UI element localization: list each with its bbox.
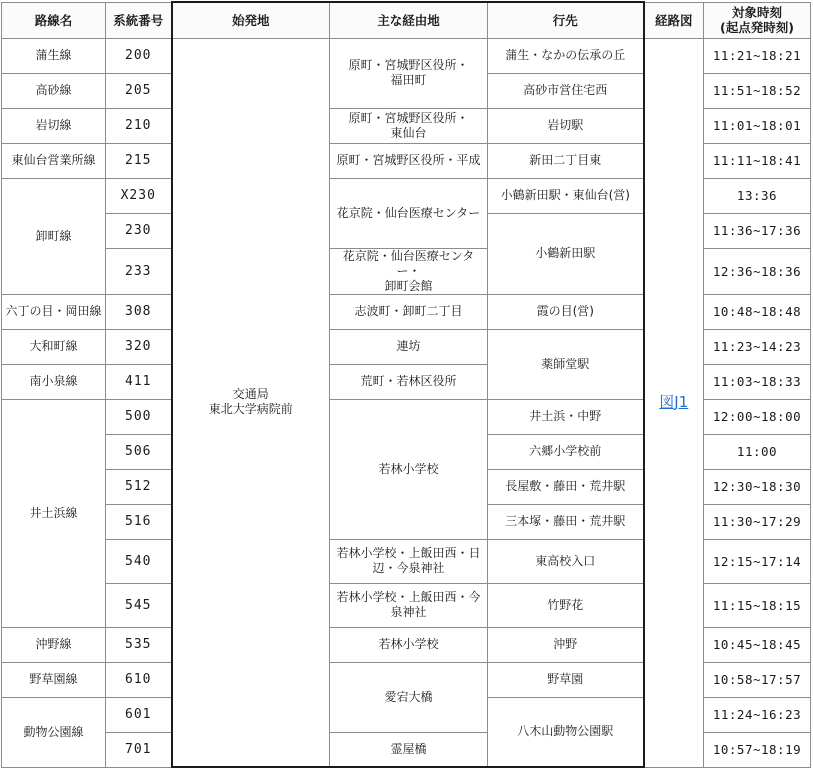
- route-number: 233: [106, 248, 172, 294]
- route-name: 井土浜線: [2, 399, 106, 627]
- time-cell: 11:15~18:15: [704, 583, 811, 627]
- destination-cell: 小鶴新田駅: [488, 213, 644, 294]
- via-cell: 連坊: [330, 329, 488, 364]
- time-cell: 10:45~18:45: [704, 627, 811, 662]
- route-name: 沖野線: [2, 627, 106, 662]
- route-number: 601: [106, 697, 172, 732]
- route-number: 512: [106, 469, 172, 504]
- destination-cell: 岩切駅: [488, 108, 644, 143]
- route-name: 高砂線: [2, 73, 106, 108]
- route-number: 230: [106, 213, 172, 248]
- time-cell: 11:01~18:01: [704, 108, 811, 143]
- time-cell: 11:21~18:21: [704, 38, 811, 73]
- via-cell: 愛宕大橋: [330, 662, 488, 732]
- table-row: [2, 38, 811, 73]
- route-number: 215: [106, 143, 172, 178]
- route-name: 南小泉線: [2, 364, 106, 399]
- time-cell: 11:36~17:36: [704, 213, 811, 248]
- route-number: 545: [106, 583, 172, 627]
- time-cell: 11:30~17:29: [704, 504, 811, 539]
- time-cell: 10:48~18:48: [704, 294, 811, 329]
- destination-cell: 蒲生・なかの伝承の丘: [488, 38, 644, 73]
- destination-cell: 長屋敷・藤田・荒井駅: [488, 469, 644, 504]
- via-cell: 若林小学校: [330, 399, 488, 539]
- route-number: 701: [106, 732, 172, 767]
- route-name: 動物公園線: [2, 697, 106, 767]
- time-cell: 10:57~18:19: [704, 732, 811, 767]
- route-number: 535: [106, 627, 172, 662]
- via-text: 原町・宮城野区役所・ 東仙台: [348, 110, 469, 140]
- header-route-name: 路線名: [2, 2, 106, 38]
- time-cell: 11:24~16:23: [704, 697, 811, 732]
- route-name: 六丁の目・岡田線: [2, 294, 106, 329]
- via-cell: 花京院・仙台医療センター: [330, 178, 488, 248]
- header-route-map: 経路図: [644, 2, 704, 38]
- route-name: 野草園線: [2, 662, 106, 697]
- time-cell: 12:36~18:36: [704, 248, 811, 294]
- route-number: X230: [106, 178, 172, 213]
- route-name: 東仙台営業所線: [2, 143, 106, 178]
- via-cell: 荒町・若林区役所: [330, 364, 488, 399]
- destination-cell: 東高校入口: [488, 539, 644, 583]
- route-name: 岩切線: [2, 108, 106, 143]
- header-time-line2: (起点発時刻): [720, 20, 794, 35]
- route-map-link[interactable]: 図J1: [659, 392, 689, 411]
- route-name: 卸町線: [2, 178, 106, 294]
- header-route-number: 系統番号: [106, 2, 172, 38]
- via-cell: [330, 539, 488, 583]
- destination-cell: 高砂市営住宅西: [488, 73, 644, 108]
- destination-cell: 六郷小学校前: [488, 434, 644, 469]
- via-text: 原町・宮城野区役所・ 福田町: [348, 58, 469, 87]
- route-number: 411: [106, 364, 172, 399]
- destination-cell: 小鶴新田駅・東仙台(営): [488, 178, 644, 213]
- destination-cell: 沖野: [488, 627, 644, 662]
- time-cell: 11:00: [704, 434, 811, 469]
- route-number: 610: [106, 662, 172, 697]
- header-via: 主な経由地: [330, 2, 488, 38]
- destination-cell: 野草園: [488, 662, 644, 697]
- time-cell: 12:00~18:00: [704, 399, 811, 434]
- via-cell: [330, 38, 488, 108]
- time-cell: 11:51~18:52: [704, 73, 811, 108]
- destination-cell: 薬師堂駅: [488, 329, 644, 399]
- time-cell: 13:36: [704, 178, 811, 213]
- route-name: 大和町線: [2, 329, 106, 364]
- via-cell: [330, 108, 488, 143]
- route-number: 200: [106, 38, 172, 73]
- header-row: [2, 2, 811, 38]
- destination-cell: 八木山動物公園駅: [488, 697, 644, 767]
- time-cell: 10:58~17:57: [704, 662, 811, 697]
- origin-text: 交通局 東北大学病院前: [208, 387, 293, 417]
- route-map-cell: [644, 38, 704, 767]
- route-number: 320: [106, 329, 172, 364]
- route-number: 540: [106, 539, 172, 583]
- via-text: 若林小学校・上飯田西・今 泉神社: [336, 590, 481, 619]
- route-number: 210: [106, 108, 172, 143]
- via-cell: 原町・宮城野区役所・平成: [330, 143, 488, 178]
- via-cell: [330, 583, 488, 627]
- bus-route-table: [1, 1, 811, 768]
- route-number: 205: [106, 73, 172, 108]
- via-cell: 若林小学校: [330, 627, 488, 662]
- via-text: 花京院・仙台医療センター・ 卸町会館: [342, 248, 475, 293]
- header-target-time: [704, 2, 811, 38]
- time-cell: 11:23~14:23: [704, 329, 811, 364]
- destination-cell: 霞の目(営): [488, 294, 644, 329]
- header-origin: 始発地: [172, 2, 330, 38]
- route-name: 蒲生線: [2, 38, 106, 73]
- destination-cell: 新田二丁目東: [488, 143, 644, 178]
- header-time-line1: 対象時刻: [731, 5, 782, 20]
- route-number: 500: [106, 399, 172, 434]
- destination-cell: 竹野花: [488, 583, 644, 627]
- route-number: 516: [106, 504, 172, 539]
- time-cell: 11:03~18:33: [704, 364, 811, 399]
- route-number: 308: [106, 294, 172, 329]
- via-cell: 霊屋橋: [330, 732, 488, 767]
- origin-cell: [172, 38, 330, 767]
- via-cell: [330, 248, 488, 294]
- destination-cell: 井土浜・中野: [488, 399, 644, 434]
- route-number: 506: [106, 434, 172, 469]
- via-cell: 志波町・卸町二丁目: [330, 294, 488, 329]
- time-cell: 12:30~18:30: [704, 469, 811, 504]
- time-cell: 12:15~17:14: [704, 539, 811, 583]
- destination-cell: 三本塚・藤田・荒井駅: [488, 504, 644, 539]
- via-text: 若林小学校・上飯田西・日 辺・今泉神社: [336, 546, 481, 575]
- header-destination: 行先: [488, 2, 644, 38]
- time-cell: 11:11~18:41: [704, 143, 811, 178]
